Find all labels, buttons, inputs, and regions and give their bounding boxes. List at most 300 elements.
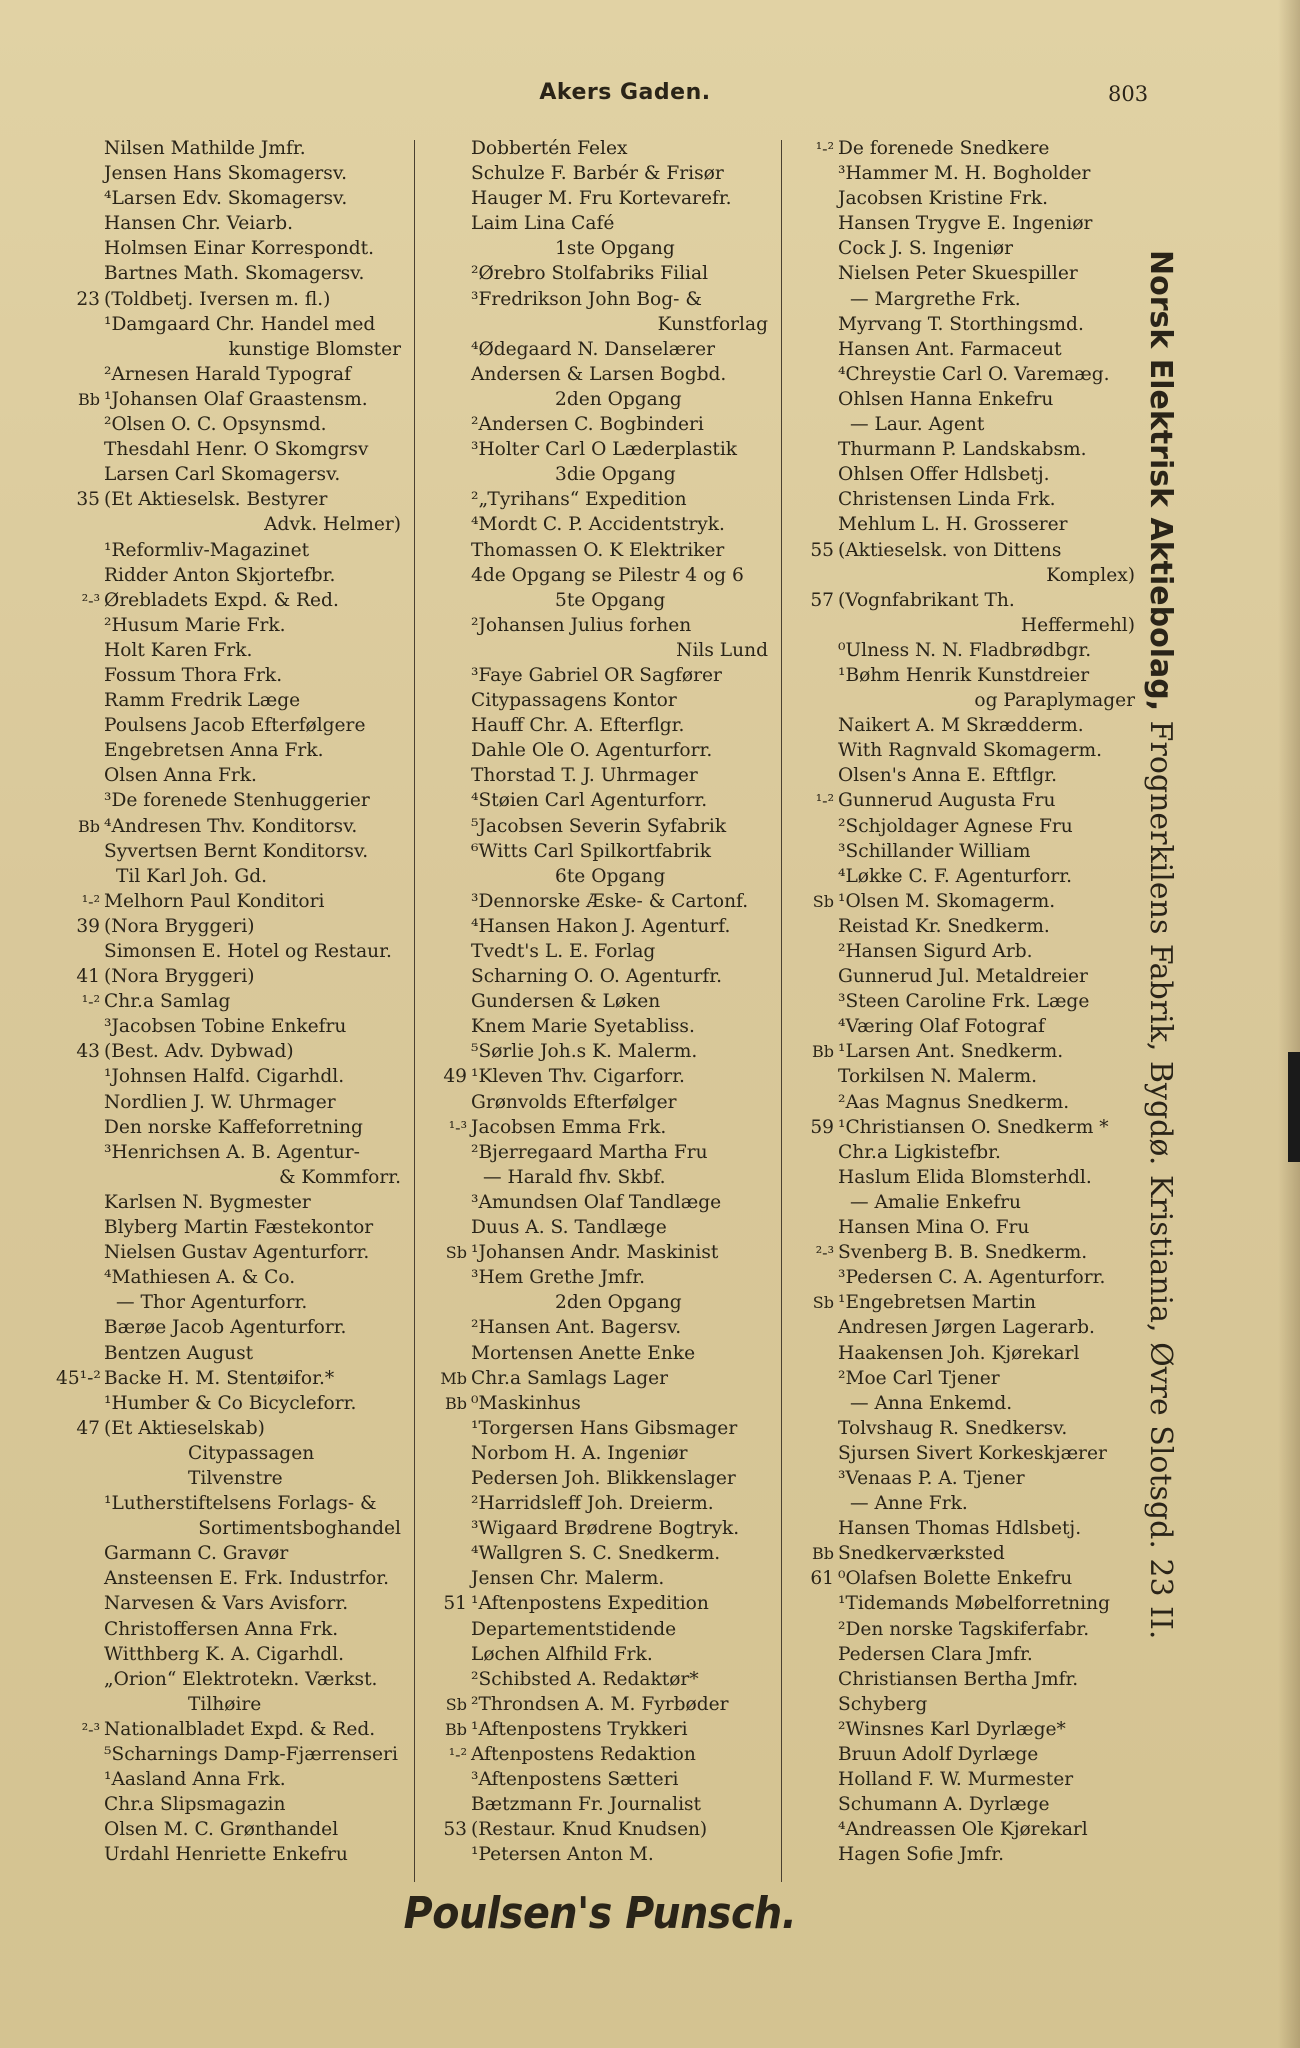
directory-entry xyxy=(790,1290,1135,1315)
directory-entry xyxy=(423,538,768,563)
directory-entry xyxy=(56,1817,401,1842)
entry-text: Hansen Mina O. Fru xyxy=(838,1217,1030,1239)
entry-text: Andersen & Larsen Bogbd. xyxy=(471,363,727,385)
directory-entry xyxy=(56,236,401,261)
entry-text: ³Henrichsen A. B. Agentur- xyxy=(104,1141,360,1163)
directory-entry xyxy=(423,387,768,412)
directory-entry xyxy=(56,1842,401,1867)
directory-entry xyxy=(423,236,768,261)
entry-text: Chr.a Slipsmagazin xyxy=(104,1794,286,1816)
entry-prefix: 49 xyxy=(443,1066,467,1088)
directory-entry xyxy=(423,814,768,839)
directory-entry xyxy=(423,337,768,362)
entry-text: ¹Aasland Anna Frk. xyxy=(104,1769,286,1791)
entry-text: — Anna Enkemd. xyxy=(850,1392,1013,1414)
entry-text: ¹Humber & Co Bicycleforr. xyxy=(104,1392,357,1414)
entry-prefix: ²-³ xyxy=(81,1719,100,1739)
entry-text: Nielsen Peter Skuespiller xyxy=(838,263,1078,285)
directory-entry xyxy=(56,638,401,663)
entry-text: Garmann C. Gravør xyxy=(104,1543,289,1565)
entry-text: Karlsen N. Bygmester xyxy=(104,1191,311,1213)
entry-text: ²Harridsleff Joh. Dreierm. xyxy=(471,1493,714,1515)
entry-text: ²Schibsted A. Redaktør* xyxy=(471,1668,699,1690)
entry-text: (Nora Bryggeri) xyxy=(104,915,255,937)
entry-text: Nilsen Mathilde Jmfr. xyxy=(104,138,306,159)
entry-text: ¹Reformliv-Magazinet xyxy=(104,539,310,561)
directory-entry xyxy=(56,437,401,462)
entry-text: ³Pedersen C. A. Agenturforr. xyxy=(838,1267,1106,1289)
entry-prefix: ¹-² xyxy=(81,891,100,911)
entry-text: Tolvshaug R. Snedkersv. xyxy=(838,1417,1068,1439)
entry-text: Citypassagens Kontor xyxy=(471,690,677,712)
directory-entry xyxy=(56,1466,401,1491)
directory-entry xyxy=(423,1842,768,1867)
directory-entry xyxy=(790,362,1135,387)
entry-text: (Best. Adv. Dybwad) xyxy=(104,1041,294,1063)
directory-entry xyxy=(56,1667,401,1692)
entry-text: ⁰Maskinhus xyxy=(471,1392,581,1414)
entry-text: Nationalbladet Expd. & Red. xyxy=(104,1718,376,1740)
entry-text: Dahle Ole O. Agenturforr. xyxy=(471,740,713,762)
directory-entry xyxy=(56,914,401,939)
entry-text: — Margrethe Frk. xyxy=(850,288,1021,310)
entry-text: Larsen Carl Skomagersv. xyxy=(104,464,341,486)
directory-entry xyxy=(423,1190,768,1215)
entry-text: Witthberg K. A. Cigarhdl. xyxy=(104,1643,345,1665)
entry-text: Blyberg Martin Fæstekontor xyxy=(104,1217,374,1239)
entry-text: Tvedt's L. E. Forlag xyxy=(471,941,656,962)
directory-entry xyxy=(56,161,401,186)
directory-entry xyxy=(56,1140,401,1165)
directory-entry xyxy=(56,312,401,337)
entry-text: 6te Opgang xyxy=(555,865,666,887)
entry-prefix: 57 xyxy=(810,589,834,611)
directory-entry xyxy=(423,161,768,186)
entry-text: Syvertsen Bernt Konditorsv. xyxy=(104,840,369,862)
entry-prefix: 35 xyxy=(76,489,100,511)
directory-entry xyxy=(790,914,1135,939)
entry-text: Christensen Linda Frk. xyxy=(838,489,1056,511)
entry-prefix: Bb xyxy=(445,1393,467,1413)
directory-entry xyxy=(423,563,768,588)
entry-text: Knem Marie Syetabliss. xyxy=(471,1016,695,1038)
entry-text: — Laur. Agent xyxy=(850,414,985,436)
entry-text: ³Wigaard Brødrene Bogtryk. xyxy=(471,1518,740,1540)
entry-text: Heffermehl) xyxy=(1020,614,1135,636)
entry-text: Svenberg B. B. Snedkerm. xyxy=(838,1242,1088,1264)
entry-text: ¹Christiansen O. Snedkerm * xyxy=(838,1116,1109,1138)
entry-text: Jacobsen Kristine Frk. xyxy=(838,188,1049,210)
entry-text: Holland F. W. Murmester xyxy=(838,1769,1074,1791)
entry-text: ⁴Andresen Thv. Konditorsv. xyxy=(104,815,358,837)
directory-entry xyxy=(790,839,1135,864)
entry-text: Hauger M. Fru Kortevarefr. xyxy=(471,188,732,210)
directory-entry xyxy=(790,864,1135,889)
directory-entry xyxy=(423,1391,768,1416)
entry-text: ¹Tidemands Møbelforretning xyxy=(838,1593,1110,1615)
directory-entry xyxy=(423,1290,768,1315)
directory-entry xyxy=(423,1064,768,1089)
directory-entry xyxy=(423,1416,768,1441)
directory-entry xyxy=(790,788,1135,813)
entry-prefix: 41 xyxy=(76,966,100,988)
entry-text: & Kommforr. xyxy=(278,1166,401,1188)
entry-prefix: 39 xyxy=(76,915,100,937)
directory-entry xyxy=(790,1792,1135,1817)
entry-text: Chr.a Samlag xyxy=(104,991,231,1013)
page-number: 803 xyxy=(1108,82,1149,106)
entry-prefix: 51 xyxy=(443,1593,467,1615)
directory-entry xyxy=(790,1591,1135,1616)
directory-entry xyxy=(423,462,768,487)
entry-text: Torkilsen N. Malerm. xyxy=(838,1066,1038,1088)
directory-entry xyxy=(56,763,401,788)
directory-entry xyxy=(790,889,1135,914)
directory-entry xyxy=(56,462,401,487)
directory-entry xyxy=(56,989,401,1014)
directory-entry xyxy=(790,236,1135,261)
page-edge-shadow xyxy=(1278,0,1300,2048)
entry-text: — Thor Agenturforr. xyxy=(116,1292,308,1314)
entry-prefix: 61 xyxy=(810,1568,834,1590)
entry-text: Nils Lund xyxy=(676,639,768,661)
directory-entry xyxy=(790,638,1135,663)
directory-entry xyxy=(56,1090,401,1115)
directory-entry xyxy=(423,1742,768,1767)
directory-entry xyxy=(56,1240,401,1265)
directory-entry xyxy=(790,1642,1135,1667)
entry-prefix: 45¹-² xyxy=(56,1367,101,1389)
entry-text: Hansen Trygve E. Ingeniør xyxy=(838,213,1093,235)
entry-text: Haakensen Joh. Kjørekarl xyxy=(838,1342,1080,1364)
directory-entry xyxy=(790,1165,1135,1190)
entry-text: ³Steen Caroline Frk. Læge xyxy=(838,991,1090,1013)
directory-entry xyxy=(56,186,401,211)
directory-entry xyxy=(56,1717,401,1742)
entry-prefix: ¹-³ xyxy=(448,1117,467,1137)
entry-text: Aftenpostens Redaktion xyxy=(471,1744,696,1765)
directory-entry xyxy=(423,261,768,286)
directory-entry xyxy=(56,1516,401,1541)
entry-text: ⁵Jacobsen Severin Syfabrik xyxy=(471,815,727,837)
directory-entry xyxy=(423,1817,768,1842)
entry-text: Kunstforlag xyxy=(657,313,768,335)
entry-text: 5te Opgang xyxy=(555,589,666,611)
entry-text: Engebretsen Anna Frk. xyxy=(104,740,324,762)
directory-entry xyxy=(790,1090,1135,1115)
directory-entry xyxy=(56,1190,401,1215)
directory-entry xyxy=(56,1315,401,1340)
entry-prefix: 55 xyxy=(810,539,834,561)
entry-text: Ridder Anton Skjortefbr. xyxy=(104,564,336,586)
entry-text: Nordlien J. W. Uhrmager xyxy=(104,1091,336,1113)
entry-text: ³Holter Carl O Læderplastik xyxy=(471,439,738,461)
directory-entry xyxy=(423,1566,768,1591)
entry-text: ²Hansen Ant. Bagersv. xyxy=(471,1317,682,1339)
entry-text: ⁴Larsen Edv. Skomagersv. xyxy=(104,188,348,210)
entry-text: (Et Aktieselsk. Bestyrer xyxy=(104,489,328,511)
entry-text: — Anne Frk. xyxy=(850,1493,968,1515)
directory-entry xyxy=(423,1466,768,1491)
entry-text: Bruun Adolf Dyrlæge xyxy=(838,1744,1039,1765)
directory-entry xyxy=(56,1341,401,1366)
directory-entry xyxy=(790,1416,1135,1441)
entry-prefix: ²-³ xyxy=(81,590,100,610)
directory-entry xyxy=(790,487,1135,512)
side-advert-company: Norsk Elektrisk Aktiebolag, xyxy=(1143,250,1178,712)
entry-text: Narvesen & Vars Avisforr. xyxy=(104,1593,349,1615)
directory-entry xyxy=(423,312,768,337)
directory-entry xyxy=(790,1541,1135,1566)
entry-text: ³Amundsen Olaf Tandlæge xyxy=(471,1191,722,1213)
entry-prefix: ¹-² xyxy=(81,992,100,1012)
directory-entry xyxy=(790,1315,1135,1340)
directory-entry xyxy=(790,412,1135,437)
directory-entry xyxy=(56,889,401,914)
entry-text: ¹Lutherstiftelsens Forlags- & xyxy=(104,1493,377,1515)
directory-entry xyxy=(56,1165,401,1190)
directory-entry xyxy=(423,1642,768,1667)
entry-text: ¹Kleven Thv. Cigarforr. xyxy=(471,1066,685,1088)
directory-entry xyxy=(56,1541,401,1566)
directory-entry xyxy=(56,738,401,763)
directory-entry xyxy=(790,964,1135,989)
entry-text: (Vognfabrikant Th. xyxy=(838,589,1015,611)
directory-entry xyxy=(423,412,768,437)
entry-prefix: ¹-² xyxy=(448,1745,467,1764)
directory-entry xyxy=(423,688,768,713)
entry-text: Bærøe Jacob Agenturforr. xyxy=(104,1317,347,1339)
directory-entry xyxy=(423,989,768,1014)
entry-prefix: ¹-² xyxy=(815,139,834,158)
entry-text: Haslum Elida Blomsterhdl. xyxy=(838,1166,1092,1188)
entry-text: ⁴Hansen Hakon J. Agenturf. xyxy=(471,915,731,937)
entry-text: Advk. Helmer) xyxy=(264,514,401,536)
entry-text: ⁶Witts Carl Spilkortfabrik xyxy=(471,840,711,862)
directory-entry xyxy=(790,337,1135,362)
entry-text: Hansen Chr. Veiarb. xyxy=(104,213,294,235)
entry-text: ²Ørebro Stolfabriks Filial xyxy=(471,263,709,285)
entry-text: Jensen Hans Skomagersv. xyxy=(104,163,348,185)
entry-text: ¹Larsen Ant. Snedkerm. xyxy=(838,1041,1064,1063)
directory-entry xyxy=(790,1667,1135,1692)
directory-entry xyxy=(423,914,768,939)
directory-entry xyxy=(790,1566,1135,1591)
directory-entry xyxy=(790,763,1135,788)
entry-text: Christoffersen Anna Frk. xyxy=(104,1618,339,1640)
directory-entry xyxy=(790,1767,1135,1792)
directory-entry xyxy=(423,788,768,813)
entry-text: Gunnerud Augusta Fru xyxy=(838,790,1056,812)
entry-text: Løchen Alfhild Frk. xyxy=(471,1643,653,1665)
entry-text: ²Arnesen Harald Typograf xyxy=(104,363,351,385)
entry-text: ²„Tyrihans“ Expedition xyxy=(471,489,687,511)
entry-text: ⁴Løkke C. F. Agenturforr. xyxy=(838,865,1073,887)
directory-entry xyxy=(790,1366,1135,1391)
entry-text: ⁴Ødegaard N. Danselærer xyxy=(471,338,715,360)
entry-text: Sjursen Sivert Korkeskjærer xyxy=(838,1442,1107,1464)
directory-entry xyxy=(56,1617,401,1642)
directory-entry xyxy=(423,613,768,638)
entry-text: 2den Opgang xyxy=(555,388,682,410)
entry-text: Laim Lina Café xyxy=(471,213,615,235)
directory-entry xyxy=(790,1014,1135,1039)
directory-entry xyxy=(423,1617,768,1642)
entry-text: Sortimentsboghandel xyxy=(198,1518,401,1540)
directory-entry xyxy=(423,1692,768,1717)
directory-entry xyxy=(56,814,401,839)
directory-entry xyxy=(790,713,1135,738)
directory-entry xyxy=(790,738,1135,763)
directory-entry xyxy=(423,1165,768,1190)
directory-entry xyxy=(56,1742,401,1767)
entry-text: ²Winsnes Karl Dyrlæge* xyxy=(838,1718,1066,1740)
entry-text: ³Hem Grethe Jmfr. xyxy=(471,1267,646,1289)
entry-text: Naikert A. M Skrædderm. xyxy=(838,715,1084,737)
entry-prefix: Sb xyxy=(812,1293,834,1313)
directory-entry xyxy=(790,1692,1135,1717)
directory-entry xyxy=(423,136,768,161)
directory-entry xyxy=(423,1115,768,1140)
directory-entry xyxy=(56,1491,401,1516)
directory-entry xyxy=(56,1591,401,1616)
directory-entry xyxy=(56,512,401,537)
entry-text: Cock J. S. Ingeniør xyxy=(838,238,1013,260)
entry-text: Schyberg xyxy=(838,1693,928,1715)
directory-entry xyxy=(423,939,768,964)
directory-entry xyxy=(790,437,1135,462)
directory-entry xyxy=(790,136,1135,161)
entry-text: Jensen Chr. Malerm. xyxy=(471,1568,665,1590)
entry-text: Pedersen Joh. Blikkenslager xyxy=(471,1467,736,1489)
entry-text: ¹Engebretsen Martin xyxy=(838,1292,1037,1314)
directory-entry xyxy=(790,663,1135,688)
directory-entry xyxy=(790,312,1135,337)
directory-entry xyxy=(790,1190,1135,1215)
entry-text: Schulze F. Barbér & Frisør xyxy=(471,163,724,185)
directory-entry xyxy=(790,287,1135,312)
entry-text: Den norske Kaffeforretning xyxy=(104,1116,363,1138)
entry-text: Bartnes Math. Skomagersv. xyxy=(104,263,365,285)
directory-entry xyxy=(56,1416,401,1441)
entry-text: Pedersen Clara Jmfr. xyxy=(838,1643,1033,1665)
entry-text: Ohlsen Hanna Enkefru xyxy=(838,388,1054,410)
entry-text: ³Jacobsen Tobine Enkefru xyxy=(104,1016,347,1038)
entry-text: Komplex) xyxy=(1046,564,1135,586)
entry-text: Mehlum L. H. Grosserer xyxy=(838,514,1068,536)
directory-entry xyxy=(790,1617,1135,1642)
entry-text: ¹Aftenpostens Trykkeri xyxy=(471,1718,688,1740)
entry-text: Dobbertén Felex xyxy=(471,138,628,159)
directory-entry xyxy=(56,713,401,738)
entry-text: ⁴Væring Olaf Fotograf xyxy=(838,1016,1045,1038)
entry-text: Myrvang T. Storthingsmd. xyxy=(838,313,1084,335)
entry-text: Ørebladets Expd. & Red. xyxy=(104,589,339,611)
column-1 xyxy=(56,136,401,1867)
entry-text: Urdahl Henriette Enkefru xyxy=(104,1844,348,1866)
entry-text: 1ste Opgang xyxy=(555,238,675,260)
directory-entry xyxy=(56,1215,401,1240)
directory-entry xyxy=(790,387,1135,412)
directory-entry xyxy=(423,964,768,989)
entry-prefix: 53 xyxy=(443,1819,467,1841)
entry-text: Poulsens Jacob Efterfølgere xyxy=(104,715,366,737)
directory-entry xyxy=(56,1792,401,1817)
directory-entry xyxy=(423,1491,768,1516)
entry-text: ²Den norske Tagskiferfabr. xyxy=(838,1618,1090,1640)
entry-text: Bætzmann Fr. Journalist xyxy=(471,1794,702,1816)
entry-text: ¹Olsen M. Skomagerm. xyxy=(838,890,1056,912)
entry-text: (Et Aktieselskab) xyxy=(104,1417,265,1439)
directory-entry xyxy=(423,512,768,537)
directory-entry xyxy=(790,1491,1135,1516)
directory-entry xyxy=(790,688,1135,713)
entry-text: (Toldbetj. Iversen m. fl.) xyxy=(104,288,331,310)
directory-entry xyxy=(56,788,401,813)
entry-text: Thorstad T. J. Uhrmager xyxy=(471,765,698,787)
entry-text: Backe H. M. Stentøifor.* xyxy=(104,1367,335,1389)
entry-text: Olsen M. C. Grønthandel xyxy=(104,1819,339,1841)
side-advert-address: Frognerkilens Fabrik, Bygdø. Kristiania, Øvre Slotsgd. 23 II. xyxy=(1143,711,1178,1640)
directory-entry xyxy=(790,462,1135,487)
entry-text: Fossum Thora Frk. xyxy=(104,664,283,686)
entry-text: — Harald fhv. Skbf. xyxy=(483,1166,666,1188)
entry-text: Olsen's Anna E. Eftflgr. xyxy=(838,765,1058,787)
column-3 xyxy=(790,136,1135,1867)
entry-text: ⁴Andreassen Ole Kjørekarl xyxy=(838,1819,1088,1841)
directory-entry xyxy=(56,688,401,713)
entry-text: Grønvolds Efterfølger xyxy=(471,1091,677,1113)
entry-text: Tilvenstre xyxy=(188,1467,283,1489)
directory-entry xyxy=(56,1014,401,1039)
directory-entry xyxy=(56,1566,401,1591)
directory-entry xyxy=(56,362,401,387)
entry-text: ⁴Mathiesen A. & Co. xyxy=(104,1267,296,1289)
entry-text: ¹Johnsen Halfd. Cigarhdl. xyxy=(104,1066,345,1088)
entry-text: Chr.a Samlags Lager xyxy=(471,1367,669,1389)
directory-entry xyxy=(423,1315,768,1340)
entry-text: ²Bjerregaard Martha Fru xyxy=(471,1141,708,1163)
entry-text: ²Andersen C. Bogbinderi xyxy=(471,414,704,436)
entry-text: ¹Aftenpostens Expedition xyxy=(471,1593,709,1615)
directory-entry xyxy=(56,588,401,613)
entry-text: ³De forenede Stenhuggerier xyxy=(104,790,370,812)
entry-text: ²Johansen Julius forhen xyxy=(471,614,692,636)
directory-entry xyxy=(790,538,1135,563)
entry-text: Hansen Thomas Hdlsbetj. xyxy=(838,1518,1082,1540)
entry-prefix: Bb xyxy=(812,1544,834,1564)
directory-entry xyxy=(423,287,768,312)
directory-entry xyxy=(790,211,1135,236)
entry-text: ⁴Mordt C. P. Accidentstryk. xyxy=(471,514,725,536)
entry-text: Tilhøire xyxy=(188,1693,262,1715)
entry-text: Mortensen Anette Enke xyxy=(471,1342,696,1364)
entry-text: (Nora Bryggeri) xyxy=(104,966,255,988)
directory-entry xyxy=(423,1039,768,1064)
directory-entry xyxy=(790,261,1135,286)
directory-entry xyxy=(790,989,1135,1014)
entry-prefix: 43 xyxy=(76,1041,100,1063)
column-divider-1 xyxy=(414,140,415,1882)
directory-entry xyxy=(790,1341,1135,1366)
entry-text: ⁵Scharnings Damp-Fjærrenseri xyxy=(104,1744,398,1765)
entry-text: Thesdahl Henr. O Skomgrsv xyxy=(104,439,369,461)
entry-text: ¹Bøhm Henrik Kunstdreier xyxy=(838,664,1090,686)
entry-text: kunstige Blomster xyxy=(228,338,401,360)
directory-entry xyxy=(423,738,768,763)
directory-entry xyxy=(423,1667,768,1692)
directory-entry xyxy=(423,487,768,512)
